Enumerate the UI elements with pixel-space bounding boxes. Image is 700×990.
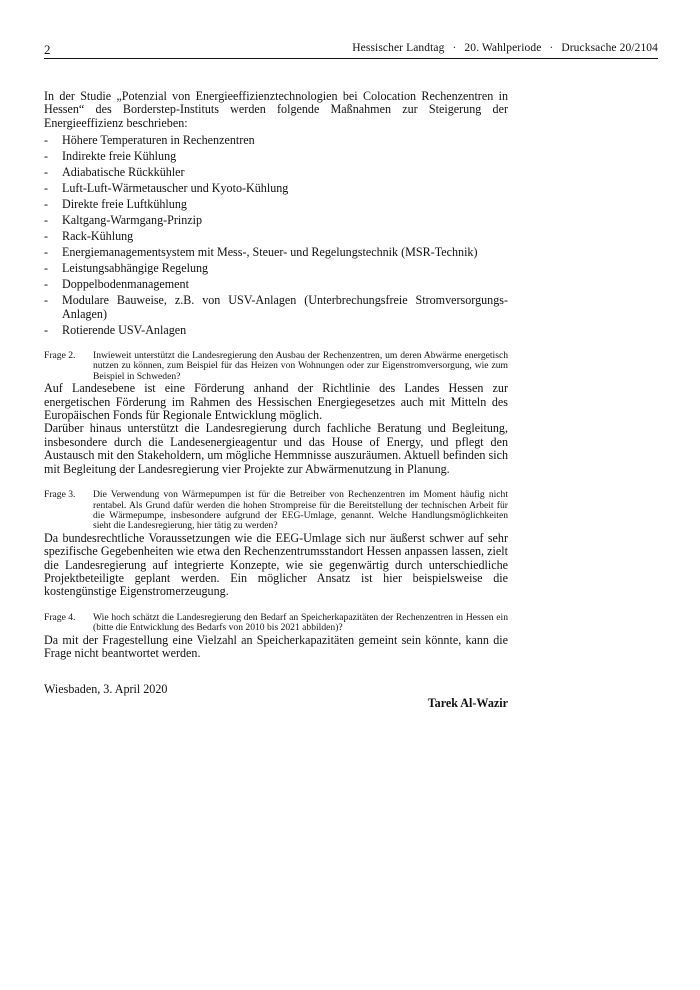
list-dash: - bbox=[44, 293, 49, 308]
list-item bbox=[44, 324, 508, 337]
list-item bbox=[44, 246, 508, 259]
answer-2-paragraph-2: Darüber hinaus unterstützt die Landesregierung durch fachliche Beratung und Begleitung, insbesondere durch die Landesenergieagentur und das House of Energy, und pflegt den Austausch mit den Stakeholdern, um mögliche Hemmnisse auszuräumen. Aktuell befinden sich mit Begleitung der Landesregierung vier Projekte zur Abwärmenutzung in Planung. bbox=[44, 421, 508, 476]
question-label: Frage 3. bbox=[44, 489, 76, 501]
list-item-text: Höhere Temperaturen in Rechenzentren bbox=[62, 133, 255, 148]
header-print-matter: Drucksache 20/2104 bbox=[561, 42, 658, 54]
list-dash: - bbox=[44, 133, 49, 148]
question-4 bbox=[44, 613, 508, 634]
question-label: Frage 4. bbox=[44, 611, 76, 623]
header-period: 20. Wahlperiode bbox=[464, 42, 542, 54]
list-dash: - bbox=[44, 165, 49, 180]
list-item bbox=[44, 198, 508, 211]
list-item-text: Adiabatische Rückkühler bbox=[62, 165, 185, 180]
answer-2-paragraph-1: Auf Landesebene ist eine Förderung anhand der Richtlinie des Landes Hessen zur energetischen Förderung im Rahmen des Hessischen Energiegesetzes auch mit Mitteln des Europäischen Fonds für Regionale Entwicklung möglich. bbox=[44, 381, 508, 423]
list-dash: - bbox=[44, 181, 49, 196]
list-item bbox=[44, 262, 508, 275]
header-separator: · bbox=[549, 42, 554, 54]
list-item bbox=[44, 166, 508, 179]
list-dash: - bbox=[44, 149, 49, 164]
question-label: Frage 2. bbox=[44, 350, 76, 362]
list-item-text: Indirekte freie Kühlung bbox=[62, 149, 177, 164]
list-item bbox=[44, 294, 508, 321]
list-dash: - bbox=[44, 322, 49, 337]
list-item bbox=[44, 182, 508, 195]
measures-list bbox=[44, 134, 508, 337]
intro-paragraph: In der Studie „Potenzial von Energieeffizienztechnologien bei Colocation Rechenzentren in Hessen“ des Borderstep-Instituts werden folgende Maßnahmen zur Steigerung der Energieeffizienz beschrieben: bbox=[44, 89, 508, 130]
list-dash: - bbox=[44, 197, 49, 212]
list-item-text: Rack-Kühlung bbox=[62, 229, 134, 244]
question-text: Wie hoch schätzt die Landesregierung den Bedarf an Speicherkapazitäten der Rechenzentren in Hessen ein (bitte die Entwicklung des Bedarfs von 2010 bis 2021 abbilden)? bbox=[93, 611, 508, 634]
signatory-name: Tarek Al-Wazir bbox=[427, 696, 508, 711]
list-item-text: Modulare Bauweise, z.B. von USV-Anlagen (Unterbrechungsfreie Stromversorgungs-Anlagen) bbox=[62, 293, 508, 321]
list-dash: - bbox=[44, 261, 49, 276]
list-item bbox=[44, 134, 508, 147]
list-item bbox=[44, 230, 508, 243]
page-header bbox=[44, 42, 658, 58]
answer-4-paragraph: Da mit der Fragestellung eine Vielzahl an Speicherkapazitäten gemeint sein könnte, kann die Frage nicht beantwortet werden. bbox=[44, 632, 508, 660]
question-text: Inwieweit unterstützt die Landesregierung den Ausbau der Rechenzentren, um deren Abwärme energetisch nutzen zu können, zum Beispiel für das Heizen von Wohnungen oder zur Eigenstromversorgung, wie zum Beispiel in Schweden? bbox=[93, 350, 508, 382]
list-dash: - bbox=[44, 245, 49, 260]
page-number: 2 bbox=[44, 42, 51, 57]
document-body bbox=[44, 90, 508, 710]
answer-3-paragraph: Da bundesrechtliche Voraussetzungen wie die EEG-Umlage sich nur äußerst schwer auf sehr spezifische Gegebenheiten wie etwa den Rechenzentrumsstandort Hessen anpassen lassen, zielt die Landesregierung auf integrierte Konzepte, wie sie gegenwärtig durch unterschiedliche Projektbeteiligte geplant werden. Ein möglicher Ansatz ist hier beispielsweise die kostengünstige Eigenstromerzeugung. bbox=[44, 530, 508, 599]
list-item-text: Rotierende USV-Anlagen bbox=[62, 322, 187, 337]
header-separator: · bbox=[452, 42, 457, 54]
list-item-text: Kaltgang-Warmgang-Prinzip bbox=[62, 213, 203, 228]
place-and-date: Wiesbaden, 3. April 2020 bbox=[44, 682, 168, 697]
question-2 bbox=[44, 351, 508, 382]
list-dash: - bbox=[44, 277, 49, 292]
list-dash: - bbox=[44, 229, 49, 244]
list-item-text: Luft-Luft-Wärmetauscher und Kyoto-Kühlung bbox=[62, 181, 289, 196]
list-dash: - bbox=[44, 213, 49, 228]
question-3 bbox=[44, 490, 508, 532]
header-rule bbox=[44, 58, 658, 59]
header-text bbox=[352, 42, 658, 54]
list-item-text: Doppelbodenmanagement bbox=[62, 277, 189, 292]
header-parliament: Hessischer Landtag bbox=[352, 42, 445, 54]
list-item-text: Energiemanagementsystem mit Mess-, Steuer- und Regelungstechnik (MSR-Technik) bbox=[62, 245, 478, 260]
list-item bbox=[44, 278, 508, 291]
question-text: Die Verwendung von Wärmepumpen ist für die Betreiber von Rechenzentren im Moment häufig nicht rentabel. Als Grund dafür werden die hohen Strompreise für die Bereitstellung der technischen Arbeit für die Wärmepumpe, insbesondere aufgrund der EEG-Umlage, genannt. Welche Handlungsmöglichkeiten sieht die Landesregierung, hier tätig zu werden? bbox=[93, 489, 508, 532]
list-item-text: Direkte freie Luftkühlung bbox=[62, 197, 187, 212]
list-item-text: Leistungsabhängige Regelung bbox=[62, 261, 209, 276]
list-item bbox=[44, 150, 508, 163]
closing-block bbox=[44, 682, 508, 710]
list-item bbox=[44, 214, 508, 227]
